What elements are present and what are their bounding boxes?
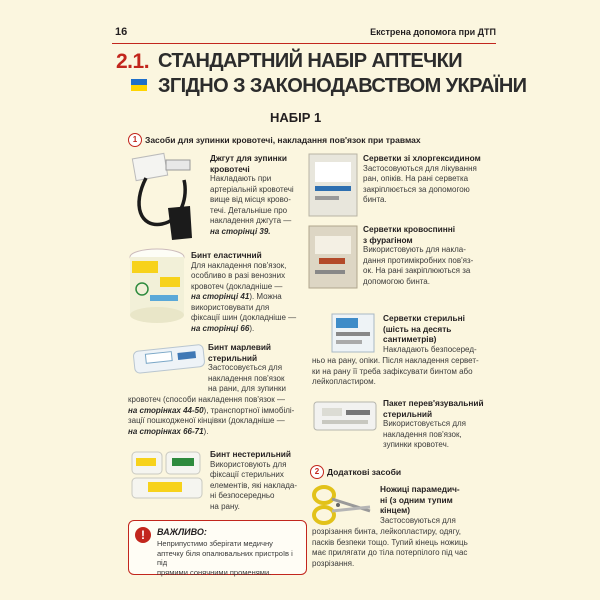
non-sterile-bandage-item <box>210 449 297 512</box>
dressing-pack-text-1: Використовується для <box>383 419 466 428</box>
sterile-gauze-bandage-continued <box>128 395 308 437</box>
hemostatic-wipes-text-3: ок. На рані закріплюються за <box>363 266 471 275</box>
sterile-wipes-continued <box>312 356 497 388</box>
non-sterile-bandage-image <box>128 448 206 503</box>
sterile-wipes-heading-1: Серветки стерильні <box>383 313 465 323</box>
elastic-bandage-text-4: ). Можна <box>249 292 282 301</box>
scissors-continued <box>312 527 497 569</box>
non-sterile-bandage-text-3: елементів, які наклада- <box>210 480 297 490</box>
non-sterile-bandage-text-2: фіксації стерильних <box>210 470 284 479</box>
chlorhexidine-wipes-text-2: ран, опіків. На рані серветка <box>363 174 469 183</box>
non-sterile-bandage-text-5: на рану. <box>210 501 240 511</box>
warning-text <box>157 539 302 577</box>
subsection-title-2: Додаткові засоби <box>327 467 402 477</box>
exclamation-icon: ! <box>135 527 151 543</box>
dressing-pack-heading-2: стерильний <box>383 408 433 419</box>
scissors-text-1: Застосовуються для <box>380 515 456 525</box>
scissors-item <box>380 484 460 526</box>
section-number: 2.1. <box>116 50 150 73</box>
non-sterile-bandage-text-1: Використовують для <box>210 459 287 469</box>
ukraine-flag-icon <box>131 79 147 91</box>
sterile-gauze-text-3: на рани, для зупинки <box>208 384 286 393</box>
chlorhexidine-wipes-heading: Серветки зі хлоргексидином <box>363 153 481 163</box>
sterile-gauze-heading-1: Бинт марлевий <box>208 342 272 352</box>
sterile-wipes-image <box>330 312 378 354</box>
chlorhexidine-wipes-text-4: бинта. <box>363 195 387 204</box>
scissors-text-3: пасків безпеки тощо. Тупий кінець ножиць <box>312 537 468 547</box>
hemostatic-wipes-heading-2: з фурагіном <box>363 234 413 245</box>
tourniquet-text-4: течі. Детальніше про <box>210 205 288 215</box>
chlorhexidine-wipes-image <box>307 152 359 218</box>
elastic-bandage-image <box>128 247 186 325</box>
elastic-bandage-item <box>191 250 296 334</box>
hemostatic-wipes-text-1: Використовують для накла- <box>363 245 466 254</box>
section-title-line2: ЗГІДНО З ЗАКОНОДАВСТВОМ УКРАЇНИ <box>158 75 527 97</box>
sterile-wipes-item <box>383 313 477 355</box>
sterile-gauze-text-6: зації пошкодженої кінцівки (докладніше — <box>128 416 285 425</box>
sterile-wipes-text-3: ки на рану її треба зафіксувати бинтом або <box>312 366 473 376</box>
tourniquet-text-2: артеріальній кровотечі <box>210 184 294 194</box>
tourniquet-image <box>128 150 206 242</box>
tourniquet-item <box>210 153 294 237</box>
hemostatic-wipes-heading-1: Серветки кровоспинні <box>363 224 456 234</box>
tourniquet-heading-1: Джгут для зупинки <box>210 153 287 163</box>
subsection-number-badge-2: 2 <box>310 465 324 479</box>
scissors-text-2: розрізання бинта, лейкопластиру, одягу, <box>312 527 461 536</box>
sterile-gauze-page-ref-2: на сторінках 66-71 <box>128 426 204 436</box>
sterile-wipes-text-4: лейкопластиром. <box>312 377 376 386</box>
section-title-line1: СТАНДАРТНИЙ НАБІР АПТЕЧКИ <box>158 50 462 72</box>
elastic-bandage-text-3: кровотеч (докладніше — <box>191 281 283 291</box>
warning-text-1: Неприпустимо зберігати медичну <box>157 539 273 548</box>
set-title: НАБІР 1 <box>270 110 322 125</box>
scissors-heading-3: кінцем) <box>380 505 410 515</box>
tourniquet-page-ref: на сторінці 39. <box>210 226 271 236</box>
header-divider <box>112 43 496 44</box>
scissors-text-5: розрізання. <box>312 558 355 568</box>
sterile-gauze-bandage-item <box>208 342 286 395</box>
dressing-pack-item <box>383 398 484 451</box>
sterile-gauze-text-7: ). <box>203 426 209 436</box>
sterile-wipes-heading-2: (шість на десять <box>383 323 452 334</box>
dressing-pack-heading-1: Пакет перев'язувальний <box>383 398 484 408</box>
non-sterile-bandage-heading: Бинт нестерильний <box>210 449 292 459</box>
non-sterile-bandage-text-4: ні безпосередньо <box>210 491 275 500</box>
sterile-gauze-text-4: кровотеч (способи накладення пов'язок — <box>128 395 285 404</box>
elastic-bandage-heading: Бинт еластичний <box>191 250 262 260</box>
tourniquet-text-3: вище від місця крово- <box>210 195 291 204</box>
scissors-heading-1: Ножиці парамедич- <box>380 484 460 494</box>
elastic-bandage-text-2: особливо в разі венозних <box>191 271 286 280</box>
warning-box <box>128 520 307 575</box>
chlorhexidine-wipes-text-1: Застосовуються для лікування <box>363 163 477 173</box>
hemostatic-wipes-image <box>307 224 359 290</box>
dressing-pack-text-2: накладення пов'язок, <box>383 429 462 439</box>
hemostatic-wipes-item <box>363 224 473 287</box>
dressing-pack-image <box>312 398 378 434</box>
scissors-heading-2: ні (з одним тупим <box>380 494 453 505</box>
sterile-wipes-text-2: ньо на рану, опіки. Після накладення сервет- <box>312 356 479 365</box>
sterile-gauze-text-5: ), транспортної іммобілі- <box>203 405 295 415</box>
sterile-gauze-text-1: Застосовується для <box>208 363 283 372</box>
chlorhexidine-wipes-item <box>363 153 481 206</box>
elastic-bandage-text-5: використовувати для <box>191 302 270 312</box>
sterile-gauze-text-2: накладення пов'язок <box>208 373 285 383</box>
warning-text-2: аптечку біля опалювальних пристроїв і під <box>157 548 293 567</box>
hemostatic-wipes-text-2: дання протимікробних пов'яз- <box>363 255 474 265</box>
subsection-title: Засоби для зупинки кровотечі, накладання пов'язок при травмах <box>145 135 421 145</box>
warning-title: ВАЖЛИВО: <box>157 527 207 537</box>
sterile-gauze-page-ref-1: на сторінках 44-50 <box>128 405 204 415</box>
running-title: Екстрена допомога при ДТП <box>370 27 496 37</box>
elastic-bandage-text-7: ). <box>249 323 255 333</box>
sterile-gauze-bandage-image <box>128 340 208 378</box>
sterile-wipes-text-1: Накладають безпосеред- <box>383 344 477 354</box>
warning-text-3: прямими сонячними променями. <box>157 567 272 577</box>
tourniquet-heading-2: кровотечі <box>210 163 250 174</box>
scissors-image <box>310 483 374 527</box>
page-number: 16 <box>115 26 128 38</box>
sterile-wipes-heading-3: сантиметрів) <box>383 334 437 344</box>
elastic-bandage-page-ref-1: на сторінці 41 <box>191 292 250 301</box>
subsection-number-badge: 1 <box>128 133 142 147</box>
chlorhexidine-wipes-text-3: закріплюється за допомогою <box>363 184 470 194</box>
dressing-pack-text-3: зупинки кровотеч. <box>383 440 449 449</box>
tourniquet-text-1: Накладають при <box>210 174 272 183</box>
sterile-gauze-heading-2: стерильний <box>208 352 258 363</box>
elastic-bandage-page-ref-2: на сторінці 66 <box>191 323 250 333</box>
tourniquet-text-5: накладення джгута — <box>210 216 292 225</box>
hemostatic-wipes-text-4: допомогою бинта. <box>363 276 430 286</box>
elastic-bandage-text-1: Для накладення пов'язок, <box>191 260 287 270</box>
elastic-bandage-text-6: фіксації шин (докладніше — <box>191 313 297 322</box>
scissors-text-4: має прилягати до тіла потерпілого під час <box>312 548 468 557</box>
